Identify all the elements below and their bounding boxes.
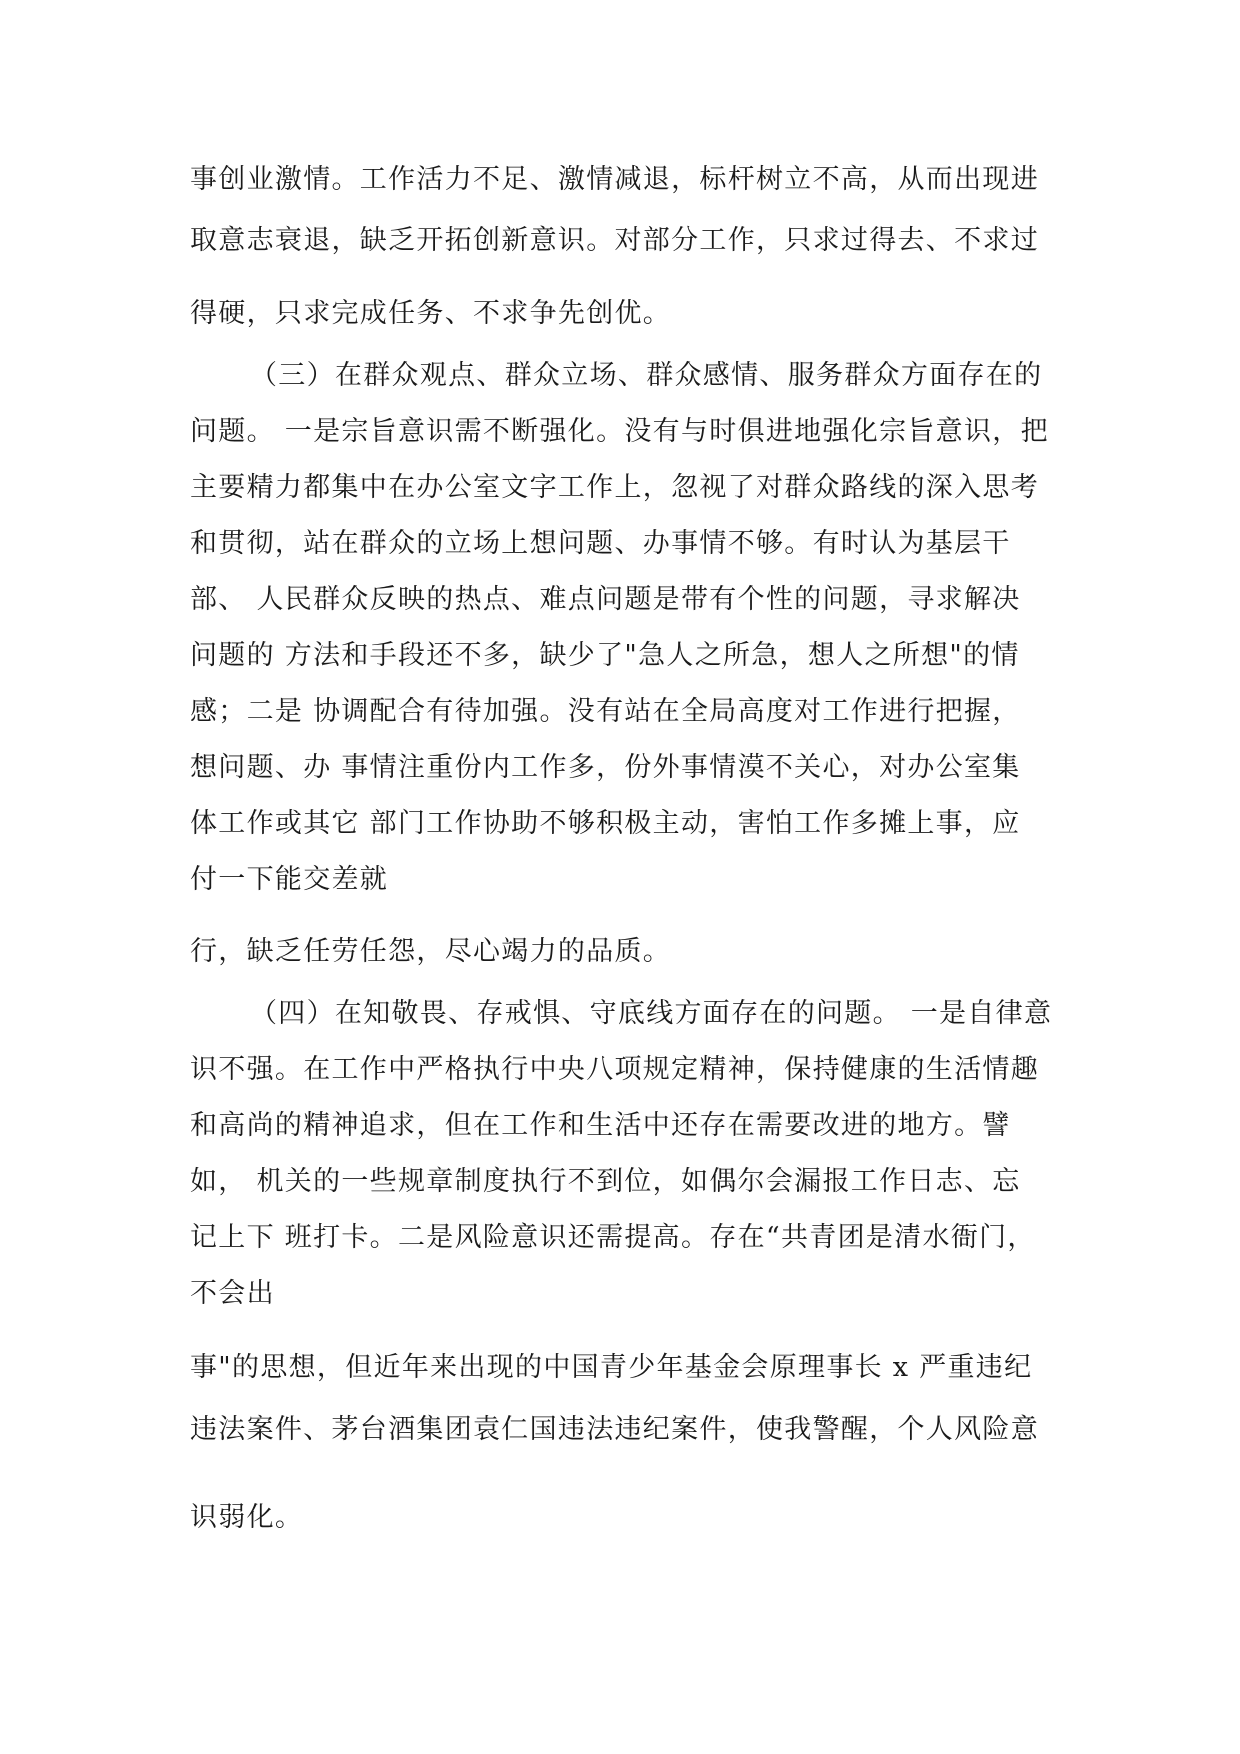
- text-line: 记上下 班打卡。二是风险意识还需提高。存在“共青团是清水衙门，: [190, 1222, 1036, 1253]
- paragraph-heading-4: （四）在知敬畏、存戒惧、守底线方面存在的问题。 一是自律意: [250, 998, 1053, 1029]
- text-line: 取意志衰退，缺乏开拓创新意识。对部分工作，只求过得去、不求过: [190, 225, 1039, 256]
- text-line: 问题的 方法和手段还不多，缺少了"急人之所急，想人之所想"的情: [190, 640, 1020, 671]
- text-line: 付一下能交差就: [190, 864, 389, 895]
- text-line: 感；二是 协调配合有待加强。没有站在全局高度对工作进行把握，: [190, 696, 1021, 727]
- text-line: 不会出: [190, 1278, 275, 1309]
- paragraph-heading-3: （三）在群众观点、群众立场、群众感情、服务群众方面存在的: [250, 360, 1043, 391]
- text-line: 问题。 一是宗旨意识需不断强化。没有与时俱进地强化宗旨意识，把: [190, 416, 1049, 447]
- text-line: 和高尚的精神追求，但在工作和生活中还存在需要改进的地方。譬: [190, 1110, 1011, 1141]
- text-line: 行，缺乏任劳任怨，尽心竭力的品质。: [190, 936, 672, 967]
- text-line: 体工作或其它 部门工作协助不够积极主动，害怕工作多摊上事，应: [190, 808, 1021, 839]
- text-line: 识不强。在工作中严格执行中央八项规定精神，保持健康的生活情趣: [190, 1054, 1039, 1085]
- text-line: 识弱化。: [190, 1502, 304, 1533]
- text-line: 部、 人民群众反映的热点、难点问题是带有个性的问题，寻求解决: [190, 584, 1021, 615]
- text-line: 违法案件、茅台酒集团袁仁国违法违纪案件，使我警醒，个人风险意: [190, 1414, 1039, 1445]
- text-line: 得硬，只求完成任务、不求争先创优。: [190, 298, 672, 329]
- text-line: 事"的思想，但近年来出现的中国青少年基金会原理事长 x 严重违纪: [190, 1352, 1033, 1383]
- text-line: 如， 机关的一些规章制度执行不到位，如偶尔会漏报工作日志、忘: [190, 1166, 1021, 1197]
- text-line: 想问题、办 事情注重份内工作多，份外事情漠不关心，对办公室集: [190, 752, 1021, 783]
- text-line: 和贯彻，站在群众的立场上想问题、办事情不够。有时认为基层干: [190, 528, 1011, 559]
- text-line: 事创业激情。工作活力不足、激情减退，标杆树立不高，从而出现进: [190, 164, 1039, 195]
- text-line: 主要精力都集中在办公室文字工作上，忽视了对群众路线的深入思考: [190, 472, 1039, 503]
